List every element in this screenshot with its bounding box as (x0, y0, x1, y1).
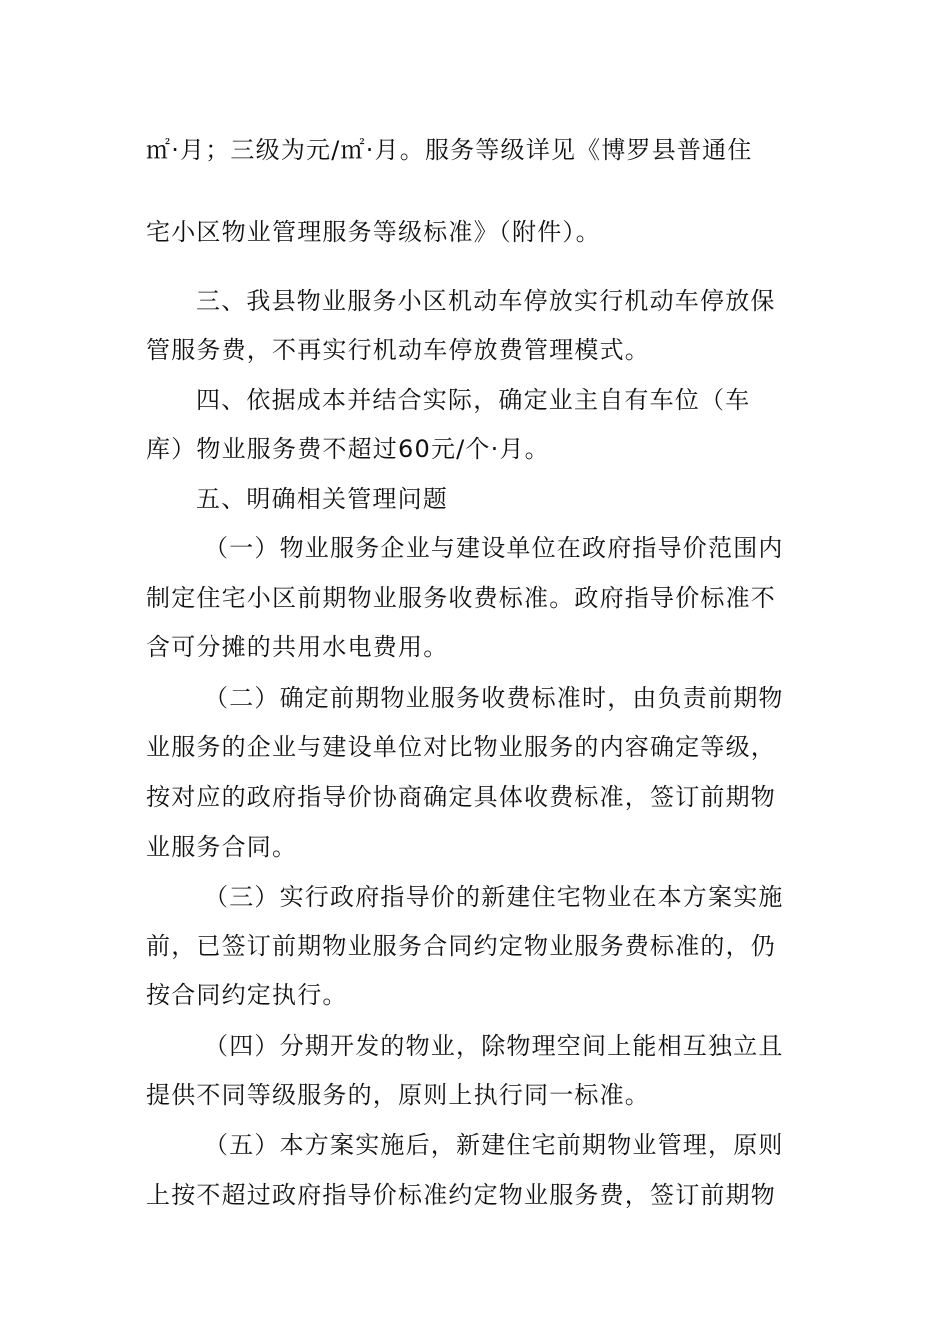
clause-2-line: 业服务的企业与建设单位对比物业服务的内容确定等级， (146, 733, 776, 761)
section-heading: 五、明确相关管理问题 (196, 485, 448, 513)
clause-4-line: （四）分期开发的物业，除物理空间上能相互独立且 (204, 1032, 784, 1060)
paragraph-4-line: 库）物业服务费不超过60元/个·月。 (146, 435, 550, 463)
paragraph-4-line: 四、依据成本并结合实际，确定业主自有车位（车 (196, 386, 751, 414)
clause-5-line: （五）本方案实施后，新建住宅前期物业管理，原则 (204, 1131, 784, 1159)
clause-4-line: 提供不同等级服务的，原则上执行同一标准。 (146, 1081, 650, 1109)
clause-2-line: （二）确定前期物业服务收费标准时，由负责前期物 (204, 684, 784, 712)
clause-3-line: 按合同约定执行。 (146, 981, 348, 1009)
clause-2-line: 按对应的政府指导价协商确定具体收费标准，签订前期物 (146, 783, 776, 811)
paragraph-3-line: 管服务费，不再实行机动车停放费管理模式。 (146, 336, 650, 364)
clause-1-line: 制定住宅小区前期物业服务收费标准。政府指导价标准不 (146, 584, 776, 612)
clause-1-line: （一）物业服务企业与建设单位在政府指导价范围内 (204, 534, 784, 562)
clause-2-line: 业服务合同。 (146, 833, 298, 861)
text-line-continuation: 宅小区物业管理服务等级标准》（附件）。 (146, 218, 601, 246)
text-line-continuation: ㎡·月；三级为元/㎡·月。服务等级详见《博罗县普通住 (146, 136, 753, 164)
clause-3-line: 前，已签订前期物业服务合同约定物业服务费标准的，仍 (146, 932, 776, 960)
clause-1-line: 含可分摊的共用水电费用。 (146, 633, 449, 661)
paragraph-3-line: 三、我县物业服务小区机动车停放实行机动车停放保 (196, 287, 776, 315)
clause-3-line: （三）实行政府指导价的新建住宅物业在本方案实施 (204, 883, 784, 911)
clause-5-line: 上按不超过政府指导价标准约定物业服务费，签订前期物 (146, 1181, 776, 1209)
